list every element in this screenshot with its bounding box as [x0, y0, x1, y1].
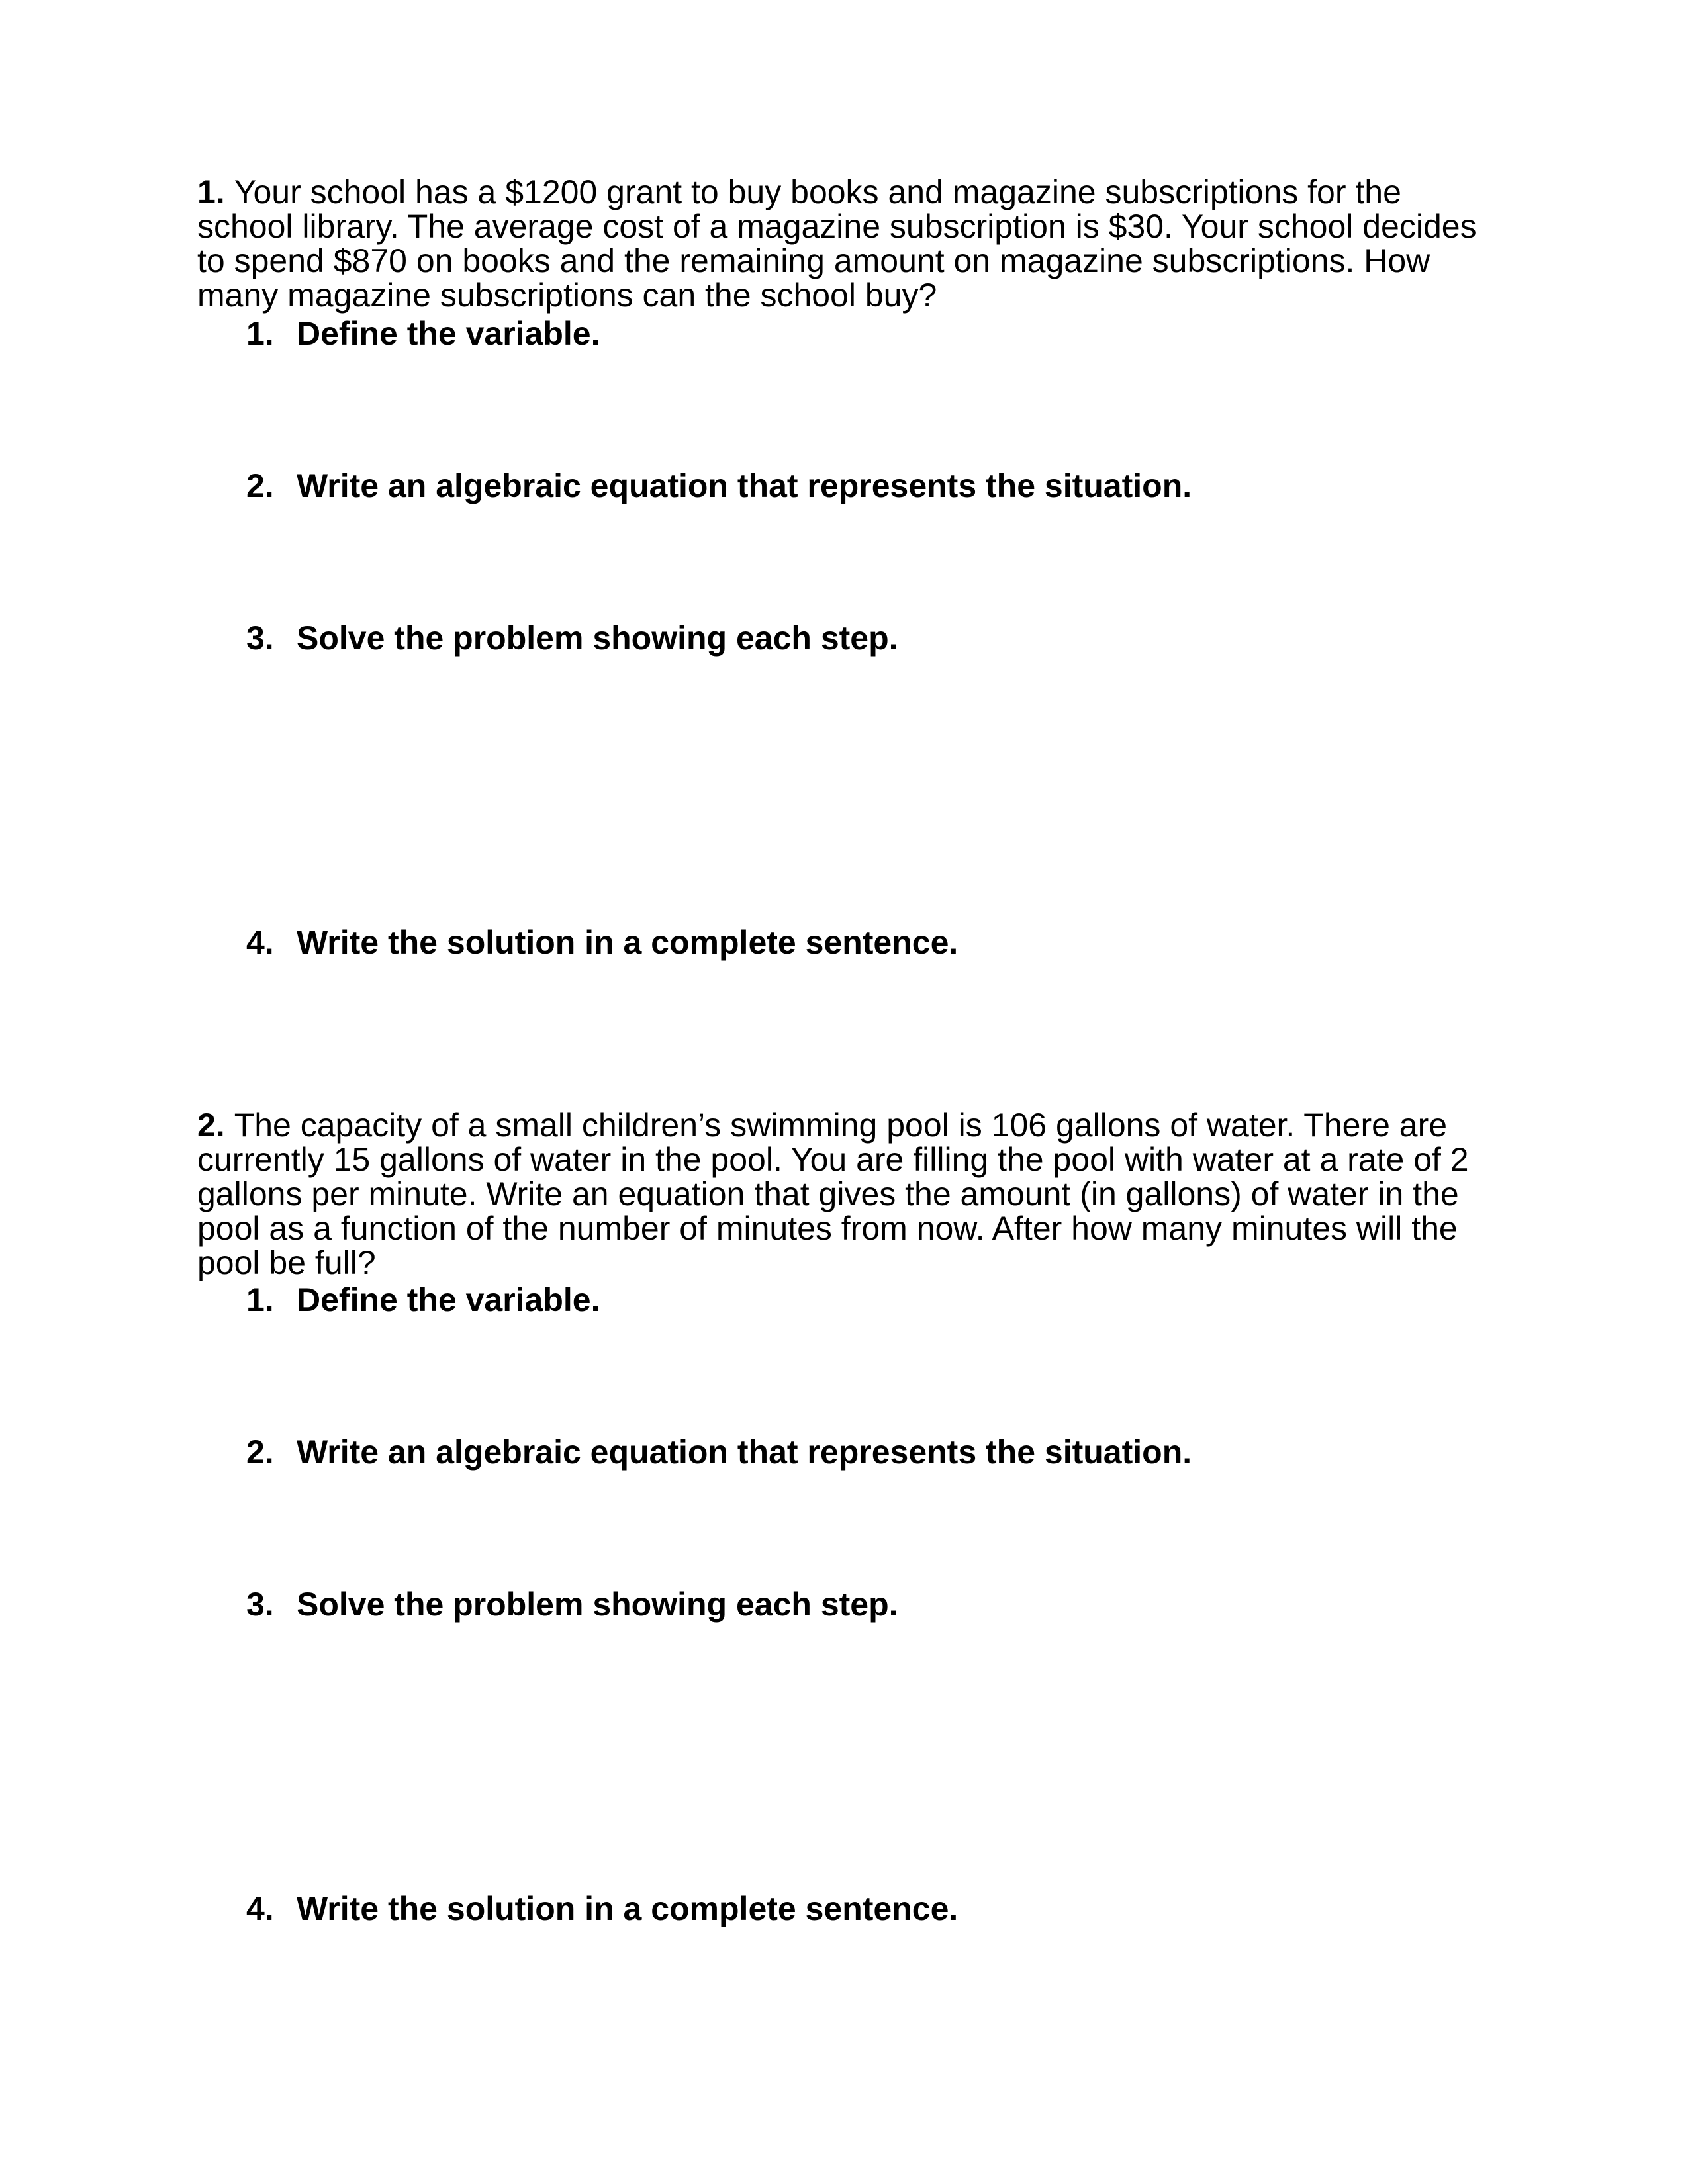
problem-2-step-1 — [246, 1283, 600, 1317]
problem-1-number: 1. — [197, 173, 225, 210]
step-label: Solve the problem showing each step. — [297, 619, 898, 657]
problem-2-text: The capacity of a small children’s swimming pool is 106 gallons of water. There are currently 15 gallons of water in the pool. You are filling the pool with water at a rate of 2 gallons per minute. Write an equation that gives the amount (in gallons) of water in the pool as a function of the number of minutes from now. After how many minutes will the pool be full? — [197, 1107, 1469, 1281]
problem-2-prompt — [197, 1108, 1495, 1280]
problem-1-step-2 — [246, 469, 1192, 503]
step-number: 3. — [246, 619, 274, 657]
problem-1-prompt — [197, 175, 1495, 312]
step-number: 1. — [246, 1281, 274, 1318]
step-number: 2. — [246, 467, 274, 504]
step-label: Define the variable. — [297, 1281, 600, 1318]
problem-2-number: 2. — [197, 1107, 225, 1144]
step-number: 4. — [246, 1890, 274, 1927]
step-number: 1. — [246, 315, 274, 352]
step-number: 3. — [246, 1586, 274, 1623]
problem-2-step-4 — [246, 1891, 958, 1926]
problem-1 — [197, 175, 1495, 1035]
problem-1-text: Your school has a $1200 grant to buy books and magazine subscriptions for the school library. The average cost of a magazine subscription is $30. Your school decides to spend $870 on books and the remaining amount on magazine subscriptions. How many magazine subscriptions can the school buy? — [197, 173, 1477, 314]
problem-1-step-4 — [246, 925, 958, 960]
step-label: Write an algebraic equation that represents the situation. — [297, 467, 1192, 504]
step-label: Write an algebraic equation that represents the situation. — [297, 1433, 1192, 1471]
problem-2-step-3 — [246, 1587, 898, 1621]
problem-1-step-1 — [246, 316, 600, 351]
problem-1-step-3 — [246, 621, 898, 655]
step-label: Solve the problem showing each step. — [297, 1586, 898, 1623]
problem-2-step-2 — [246, 1435, 1192, 1469]
step-label: Write the solution in a complete sentence. — [297, 1890, 959, 1927]
step-number: 4. — [246, 924, 274, 961]
step-label: Define the variable. — [297, 315, 600, 352]
step-label: Write the solution in a complete sentence. — [297, 924, 959, 961]
problem-2 — [197, 1108, 1495, 2034]
step-number: 2. — [246, 1433, 274, 1471]
